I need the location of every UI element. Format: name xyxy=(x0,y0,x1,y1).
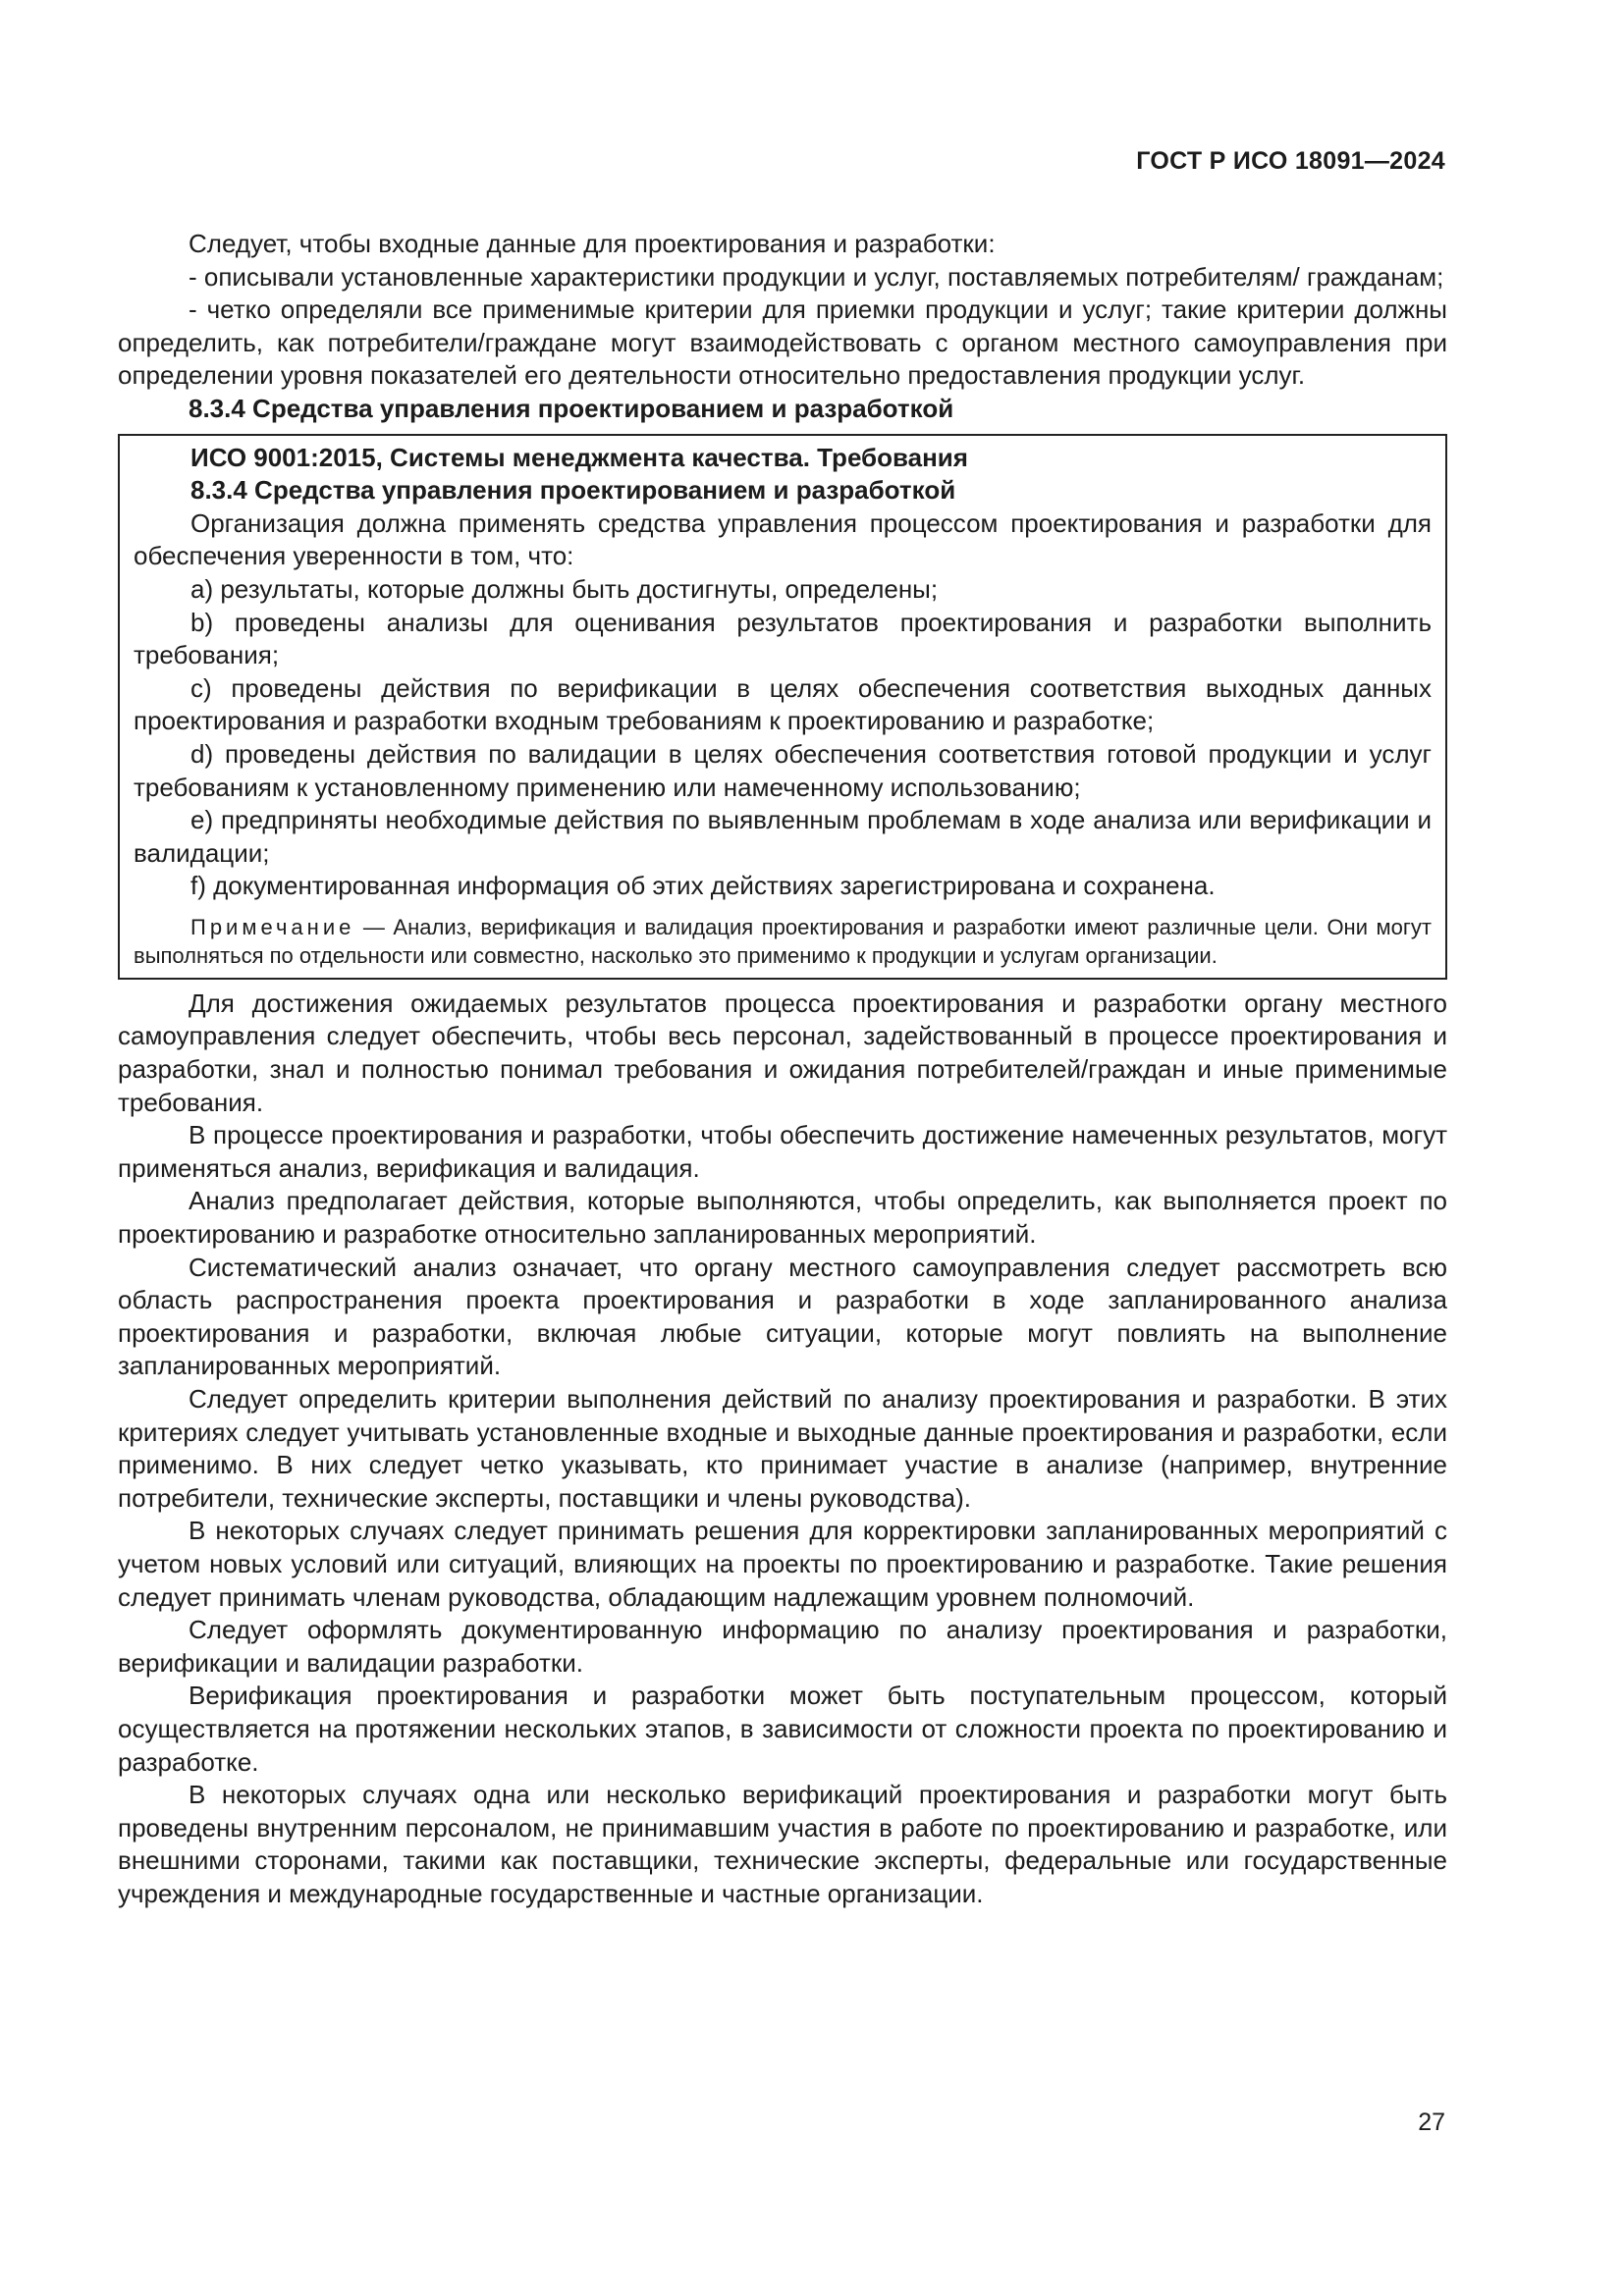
quote-section-title: 8.3.4 Средства управления проектированием и разработкой xyxy=(190,475,956,506)
quote-note xyxy=(134,913,1432,970)
quote-standard-title: ИСО 9001:2015, Системы менеджмента качества. Требования xyxy=(190,442,968,472)
page-number: 27 xyxy=(1418,2109,1445,2136)
quote-intro: Организация должна применять средства управления процессом проектирования и разработки для обеспечения уверенности в том, что: xyxy=(134,507,1432,571)
quote-item-d: d) проведены действия по валидации в целях обеспечения соответствия готовой продукции и услуг требованиям к установленному применению или намеченному использованию; xyxy=(134,738,1432,802)
quote-item-b: b) проведены анализы для оценивания результатов проектирования и разработки выполнить требования; xyxy=(134,607,1432,670)
quote-item-e: e) предприняты необходимые действия по выявленным проблемам в ходе анализа или верификации и валидации; xyxy=(134,805,1432,868)
section-heading: 8.3.4 Средства управления проектированием и разработкой xyxy=(189,393,954,423)
body-paragraph: Анализ предполагает действия, которые выполняются, чтобы определить, как выполняется проект по проектированию и разработке относительно запланированных мероприятий. xyxy=(118,1186,1447,1250)
page-content xyxy=(118,228,1447,1911)
body-paragraph: В некоторых случаях следует принимать решения для корректировки запланированных мероприятий с учетом новых условий или ситуаций, влияющих на проекты по проектированию и разработке. Такие решения следует принимать членам руководства, обладающим надлежащим уровнем полномочий. xyxy=(118,1516,1447,1612)
iso-quote-box xyxy=(118,434,1447,980)
body-paragraph: Систематический анализ означает, что органу местного самоуправления следует рассмотреть всю область распространения проекта проектирования и разработки в ходе запланированного анализа проектирования и разработки, включая любые ситуации, которые могут повлиять на выполнение запланированных мероприятий. xyxy=(118,1252,1447,1381)
quote-item-c: c) проведены действия по верификации в целях обеспечения соответствия выходных данных проектирования и разработки входным требованиям к проектированию и разработке; xyxy=(134,672,1432,736)
body-paragraph: Следует определить критерии выполнения действий по анализу проектирования и разработки. В этих критериях следует учитывать установленные входные и выходные данные проектирования и разработки, если применимо. В них следует четко указывать, кто принимает участие в анализе (например, внутренние потребители, технические эксперты, поставщики и члены руководства). xyxy=(118,1384,1447,1513)
quote-item-f: f) документированная информация об этих действиях зарегистрирована и сохранена. xyxy=(190,871,1216,901)
body-paragraph: Для достижения ожидаемых результатов процесса проектирования и разработки органу местного самоуправления следует обеспечить, чтобы весь персонал, задействованный в процессе проектирования и разработки, знал и полностью понимал требования и ожидания потребителей/граждан и иные применимые требования. xyxy=(118,988,1447,1117)
document-header: ГОСТ Р ИСО 18091—2024 xyxy=(1136,147,1445,175)
note-text: — Анализ, верификация и валидация проектирования и разработки имеют различные цели. Они могут выполняться по отдельности или совместно, насколько это применимо к продукции и услугам организации. xyxy=(134,914,1432,968)
inputs-item-2: - четко определяли все применимые критерии для приемки продукции и услуг; такие критерии должны определить, как потребители/граждане могут взаимодействовать с органом местного самоуправления при определении уровня показателей его деятельности относительно предоставления продукции услуг. xyxy=(118,294,1447,391)
inputs-intro: Следует, чтобы входные данные для проектирования и разработки: xyxy=(189,229,996,258)
inputs-item-1: - описывали установленные характеристики продукции и услуг, поставляемых потребителям/ гражданам; xyxy=(189,261,1444,292)
note-label: Примечание xyxy=(190,914,355,939)
quote-item-a: a) результаты, которые должны быть достигнуты, определены; xyxy=(190,573,939,604)
body-paragraph: Верификация проектирования и разработки может быть поступательным процессом, который осуществляется на протяжении нескольких этапов, в зависимости от сложности проекта по проектированию и разработке. xyxy=(118,1681,1447,1777)
body-paragraph: В некоторых случаях одна или несколько верификаций проектирования и разработки могут быть проведены внутренним персоналом, не принимавшим участия в работе по проектированию и разработке, или внешними сторонами, такими как поставщики, технические эксперты, федеральные или государственные учреждения и международные государственные и частные организации. xyxy=(118,1780,1447,1908)
body-paragraph: В процессе проектирования и разработки, чтобы обеспечить достижение намеченных результатов, могут применяться анализ, верификация и валидация. xyxy=(118,1120,1447,1183)
body-paragraph: Следует оформлять документированную информацию по анализу проектирования и разработки, верификации и валидации разработки. xyxy=(118,1615,1447,1678)
